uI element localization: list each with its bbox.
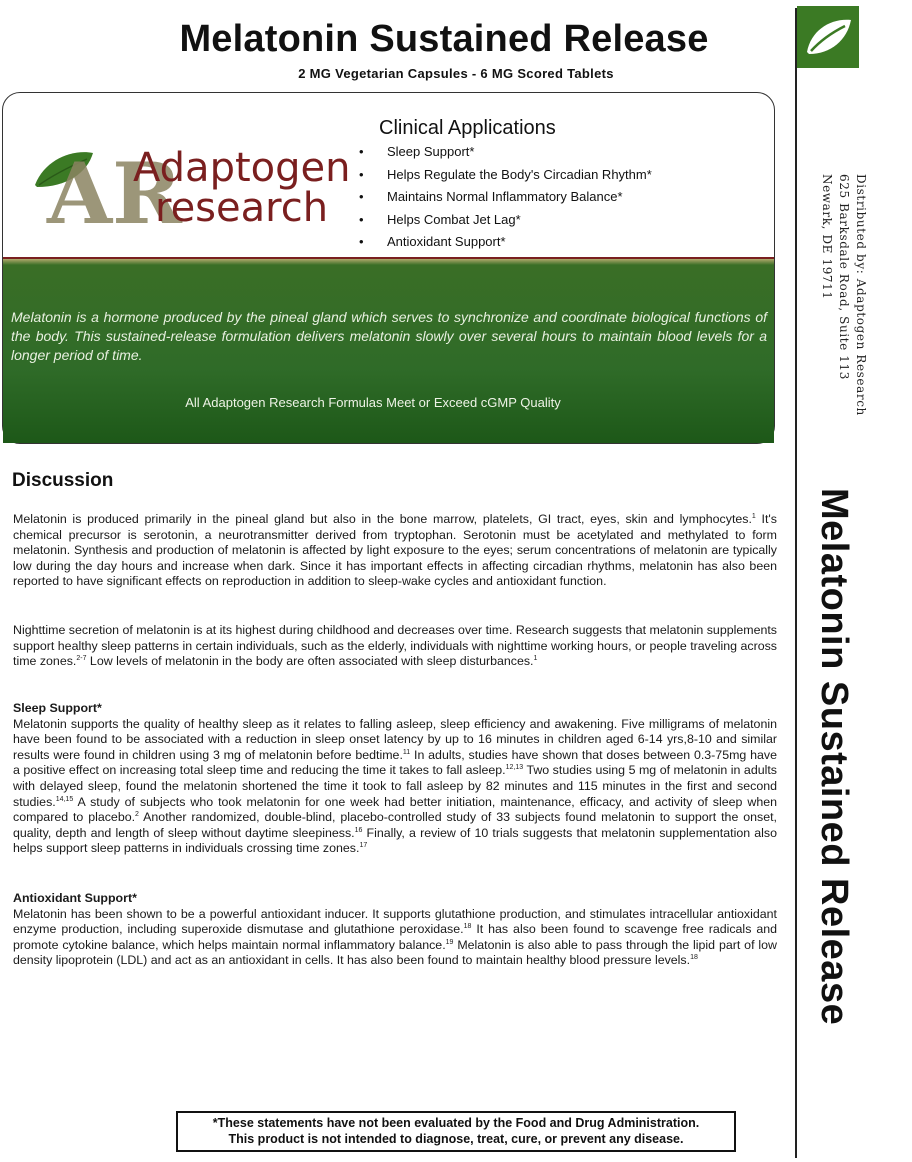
clinical-heading: Clinical Applications [379, 117, 556, 139]
discussion-paragraph-1: Melatonin is produced primarily in the pineal gland but also in the bone marrow, platelets, GI tract, eyes, skin and lymphocytes.$^1$ It's chemical precursor is serotonin, a neurotransmitter derived from tryptophan. Serotonin must be acetylated and methylated to form melatonin. Synthesis and production of melatonin is affected by light exposure to the eyes; serum concentrations of melatonin are typically low during the day hours and increase when dark. Since it has important effects in affecting circadian rhythms, melatonin has also been reported to have significant effects on reproduction in addition to sleep-wake cycles and antioxidant function. [13, 512, 777, 589]
antioxidant-support-heading: Antioxidant Support* [13, 891, 137, 905]
page-subtitle: 2 MG Vegetarian Capsules - 6 MG Scored Tablets [298, 66, 614, 81]
sleep-support-heading: Sleep Support* [13, 701, 102, 715]
list-item: • Helps Regulate the Body's Circadian Rhythm* [359, 164, 652, 187]
company-logo [33, 123, 351, 243]
distributor-city: Newark, DE 19711 [820, 174, 834, 300]
distributor-name: Distributed by: Adaptogen Research [854, 174, 868, 416]
summary-panel [2, 92, 775, 444]
list-item: • Helps Combat Jet Lag* [359, 209, 652, 232]
leaf-icon [797, 6, 859, 68]
discussion-heading: Discussion [12, 470, 114, 491]
distributor-address [818, 174, 869, 416]
adaptogen-research-logo [33, 123, 351, 243]
antioxidant-support-section: Antioxidant Support* Melatonin has been shown to be a powerful antioxidant inducer. It supports glutathione production, and stimulates intracellular antioxidant enzyme production, including superoxide dismutase and glutathione peroxidase.$^{18}$ It has also been found to scavenge free radicals and promote cytokine balance, which helps maintain normal inflammatory balance.$^{19}$ Melatonin is also able to pass through the lipid part of low density lipoprotein (LDL) and act as an antioxidant in cells. It has also been found to maintain healthy blood pressure levels.$^{18}$ [13, 891, 777, 968]
quality-statement: All Adaptogen Research Formulas Meet or Exceed cGMP Quality [185, 395, 561, 410]
page-title: Melatonin Sustained Release [179, 18, 709, 60]
distributor-street: 625 Barksdale Road, Suite 113 [837, 174, 851, 381]
list-item: • Antioxidant Support* [359, 231, 652, 254]
sidebar-divider [795, 8, 797, 1158]
fda-disclaimer [176, 1111, 736, 1152]
list-item: • Maintains Normal Inflammatory Balance* [359, 186, 652, 209]
vertical-product-title: Melatonin Sustained Release [813, 488, 855, 1026]
discussion-paragraph-2: Nighttime secretion of melatonin is at its highest during childhood and decreases over time. Research suggests that melatonin supplements support healthy sleep patterns in certain individuals, such as the elderly, individuals with nighttime working hours, or people traveling across time zones.$^{2-7}$ Low levels of melatonin in the body are often associated with sleep disturbances.$^1$ [13, 623, 777, 669]
clinical-list [359, 141, 652, 254]
svg-text:research: research [155, 185, 329, 231]
sleep-support-section: Sleep Support* Melatonin supports the quality of healthy sleep as it relates to falling asleep, sleep efficiency and awakening. Five milligrams of melatonin have been found to be associated with a reduction in sleep onset latency by up to 16 minutes in children aged 6-14 yrs,8-10 and similar results were found in children using 3 mg of melatonin before bedtime.$^{11}$ In adults, studies have shown that doses between 0.3-75mg have a positive effect on increasing total sleep time and reducing the time it takes to fall asleep.$^{12,13}$ Two studies using 5 mg of melatonin in adults with delayed sleep, found the melatonin shortened the time it took to fall asleep by 82 minutes and 115 minutes in the first and second studies.$^{14,15}$ A study of subjects who took melatonin for one week had better initiation, maintenance, efficacy, and activity of sleep when compared to placebo.$^2$ Another randomized, double-blind, placebo-controlled study of 33 subjects found melatonin to support the onset, quality, depth and length of sleep without daytime sleepiness.$^{16}$ Finally, a review of 10 trials suggests that melatonin supplementation also helps support sleep patterns in individuals crossing time zones.$^{17}$ [13, 701, 777, 856]
product-description: Melatonin is a hormone produced by the pineal gland which serves to synchronize and coordinate biological functions of the body. This sustained-release formulation delivers melatonin slowly over several hours to maintain blood levels for a longer period of time. [11, 309, 767, 363]
svg-text:Adaptogen: Adaptogen [133, 145, 351, 191]
disclaimer-line-2: This product is not intended to diagnose, treat, cure, or prevent any disease. [228, 1132, 684, 1146]
list-item: • Sleep Support* [359, 141, 652, 164]
leaf-logo [797, 6, 859, 68]
disclaimer-line-1: *These statements have not been evaluated by the Food and Drug Administration. [212, 1116, 700, 1130]
svg-text:AR: AR [47, 144, 182, 243]
